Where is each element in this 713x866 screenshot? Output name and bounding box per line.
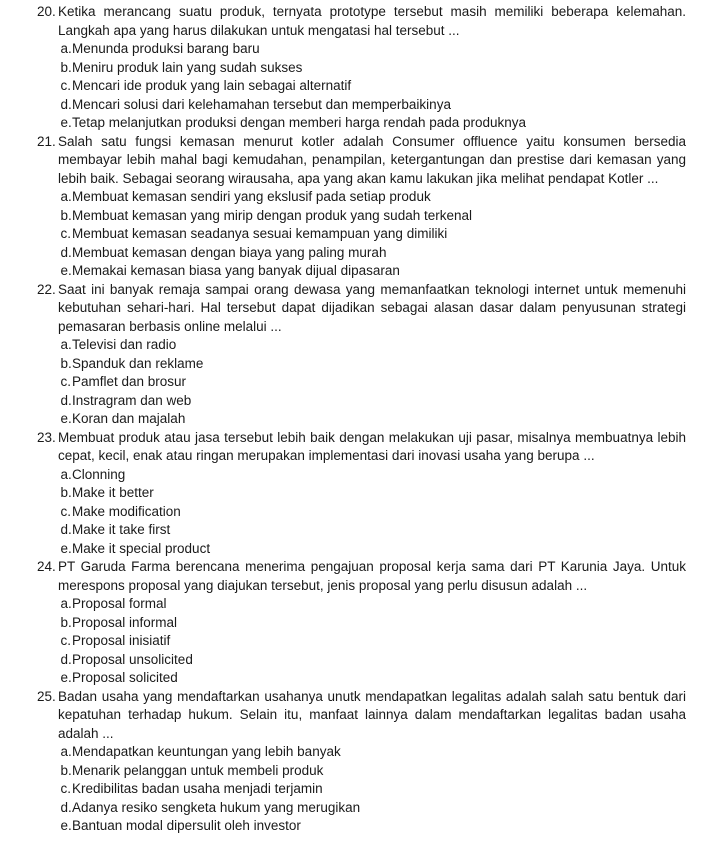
option-letter: b. <box>60 355 72 371</box>
option-letter: e. <box>60 670 72 685</box>
option-text: Instragram dan web <box>72 392 192 408</box>
option-letter: a. <box>60 744 72 759</box>
option-letter: b. <box>60 485 72 500</box>
option-item <box>61 651 687 670</box>
option-letter: d. <box>60 96 72 112</box>
option-text: Adanya resiko sengketa hukum yang merugikan <box>72 799 361 815</box>
option-letter: e. <box>60 818 72 833</box>
option-text: Membuat kemasan dengan biaya yang paling murah <box>72 244 387 260</box>
options-list <box>58 466 686 559</box>
question-body <box>58 3 686 133</box>
option-item <box>61 817 687 836</box>
options-list <box>58 40 686 133</box>
option-item <box>61 669 687 688</box>
option-text: Clonning <box>72 466 126 482</box>
option-text: Proposal unsolicited <box>72 651 193 667</box>
option-text: Mendapatkan keuntungan yang lebih banyak <box>72 744 341 759</box>
question-item <box>37 688 686 836</box>
question-number: 23. <box>37 429 56 445</box>
option-item <box>61 244 687 263</box>
question-text: Salah satu fungsi kemasan menurut kotler adalah Consumer offluence yaitu konsumen bersedia membayar lebih mahal bagi kemudahan, penampilan, ketergantungan dan prestise dari kemasan yang lebih baik. Sebagai seorang wirausaha, apa yang akan kamu lakukan jika melihat pendapat Kotler ... <box>58 133 686 186</box>
option-item <box>61 780 687 799</box>
option-item <box>61 373 687 392</box>
option-text: Spanduk dan reklame <box>72 355 204 371</box>
option-item <box>61 40 687 59</box>
question-list <box>37 3 686 836</box>
option-letter: e. <box>60 540 72 556</box>
option-text: Mencari solusi dari kelehamahan tersebut dan memperbaikinya <box>72 96 451 112</box>
option-letter: a. <box>60 337 72 352</box>
options-list <box>58 595 686 688</box>
question-number: 21. <box>37 133 56 149</box>
option-text: Tetap melanjutkan produksi dengan memberi harga rendah pada produknya <box>72 115 527 130</box>
question-text: Ketika merancang suatu produk, ternyata prototype tersebut masih memiliki beberapa kelemahan. Langkah apa yang harus dilakukan untuk mengatasi hal tersebut ... <box>58 4 686 38</box>
question-text: Saat ini banyak remaja sampai orang dewasa yang memanfaatkan teknologi internet untuk memenuhi kebutuhan sehari-hari. Hal tersebut dapat dijadikan sebagai alasan dasar dalam penyusunan strategi pemasaran berbasis online melalui ... <box>58 281 686 334</box>
option-text: Proposal formal <box>72 596 167 611</box>
option-letter: a. <box>60 466 72 482</box>
option-letter: a. <box>60 41 72 56</box>
option-text: Menarik pelanggan untuk membeli produk <box>72 762 324 778</box>
question-text: Membuat produk atau jasa tersebut lebih baik dengan melakukan uji pasar, misalnya membuatnya lebih cepat, kecil, enak atau ringan merupakan implementasi dari inovasi usaha yang berupa ... <box>58 429 686 463</box>
option-letter: d. <box>60 244 72 260</box>
option-item <box>61 410 687 429</box>
option-text: Bantuan modal dipersulit oleh investor <box>72 818 301 833</box>
option-letter: b. <box>60 207 72 223</box>
option-item <box>61 225 687 244</box>
option-item <box>61 392 687 411</box>
option-text: Make modification <box>72 503 181 519</box>
option-letter: d. <box>60 651 72 667</box>
question-item <box>37 133 686 281</box>
option-text: Mencari ide produk yang lain sebagai alternatif <box>72 78 352 93</box>
option-item <box>61 336 687 355</box>
option-item <box>61 355 687 374</box>
options-list <box>58 336 686 429</box>
option-text: Membuat kemasan sendiri yang ekslusif pada setiap produk <box>72 189 431 204</box>
option-letter: a. <box>60 596 72 611</box>
option-item <box>61 614 687 633</box>
option-letter: d. <box>60 392 72 408</box>
option-text: Televisi dan radio <box>72 337 177 352</box>
option-letter: b. <box>60 614 72 630</box>
option-letter: d. <box>60 799 72 815</box>
option-item <box>61 96 687 115</box>
option-item <box>61 540 687 559</box>
question-number: 24. <box>37 559 56 574</box>
option-letter: a. <box>60 189 72 204</box>
option-letter: b. <box>60 762 72 778</box>
option-text: Membuat kemasan seadanya sesuai kemampuan yang dimiliki <box>72 226 448 241</box>
option-text: Meniru produk lain yang sudah sukses <box>72 59 303 75</box>
options-list <box>58 743 686 836</box>
option-item <box>61 188 687 207</box>
option-text: Proposal informal <box>72 614 178 630</box>
option-item <box>61 632 687 651</box>
options-list <box>58 188 686 281</box>
question-body <box>58 558 686 688</box>
question-item <box>37 3 686 133</box>
option-text: Pamflet dan brosur <box>72 374 187 389</box>
option-letter: c. <box>60 226 72 241</box>
option-letter: e. <box>60 411 72 426</box>
option-letter: c. <box>60 78 72 93</box>
question-item <box>37 281 686 429</box>
option-text: Menunda produksi barang baru <box>72 41 260 56</box>
option-letter: c. <box>60 503 72 519</box>
option-letter: c. <box>60 633 72 648</box>
option-text: Proposal solicited <box>72 670 178 685</box>
question-body <box>58 688 686 836</box>
option-letter: c. <box>60 781 72 796</box>
option-item <box>61 207 687 226</box>
option-item <box>61 799 687 818</box>
option-text: Make it better <box>72 485 154 500</box>
option-letter: b. <box>60 59 72 75</box>
option-item <box>61 521 687 540</box>
question-item <box>37 429 686 559</box>
option-item <box>61 466 687 485</box>
option-letter: e. <box>60 115 72 130</box>
option-item <box>61 262 687 281</box>
option-item <box>61 484 687 503</box>
option-text: Membuat kemasan yang mirip dengan produk yang sudah terkenal <box>72 207 472 223</box>
question-number: 25. <box>37 688 56 704</box>
question-text: PT Garuda Farma berencana menerima pengajuan proposal kerja sama dari PT Karunia Jaya. Untuk merespons proposal yang diajukan tersebut, jenis proposal yang perlu disusun adalah ... <box>58 559 686 593</box>
option-item <box>61 77 687 96</box>
option-text: Make it take first <box>72 522 171 537</box>
question-number: 20. <box>37 4 56 19</box>
option-letter: d. <box>60 522 72 537</box>
question-number: 22. <box>37 281 56 297</box>
option-text: Proposal inisiatif <box>72 633 171 648</box>
option-letter: c. <box>60 374 72 389</box>
question-body <box>58 281 686 429</box>
option-item <box>61 595 687 614</box>
option-item <box>61 503 687 522</box>
option-text: Kredibilitas badan usaha menjadi terjamin <box>72 781 323 796</box>
option-item <box>61 762 687 781</box>
option-text: Make it special product <box>72 540 211 556</box>
option-letter: e. <box>60 263 72 278</box>
option-text: Koran dan majalah <box>72 411 186 426</box>
question-item <box>37 558 686 688</box>
option-item <box>61 59 687 78</box>
option-item <box>61 114 687 133</box>
question-body <box>58 429 686 559</box>
option-item <box>61 743 687 762</box>
question-body <box>58 133 686 281</box>
option-text: Memakai kemasan biasa yang banyak dijual dipasaran <box>72 263 400 278</box>
question-text: Badan usaha yang mendaftarkan usahanya unutk mendapatkan legalitas adalah salah satu bentuk dari kepatuhan terhadap hukum. Selain itu, manfaat lainnya dalam mendaftarkan legalitas badan usaha adalah ... <box>58 688 686 741</box>
